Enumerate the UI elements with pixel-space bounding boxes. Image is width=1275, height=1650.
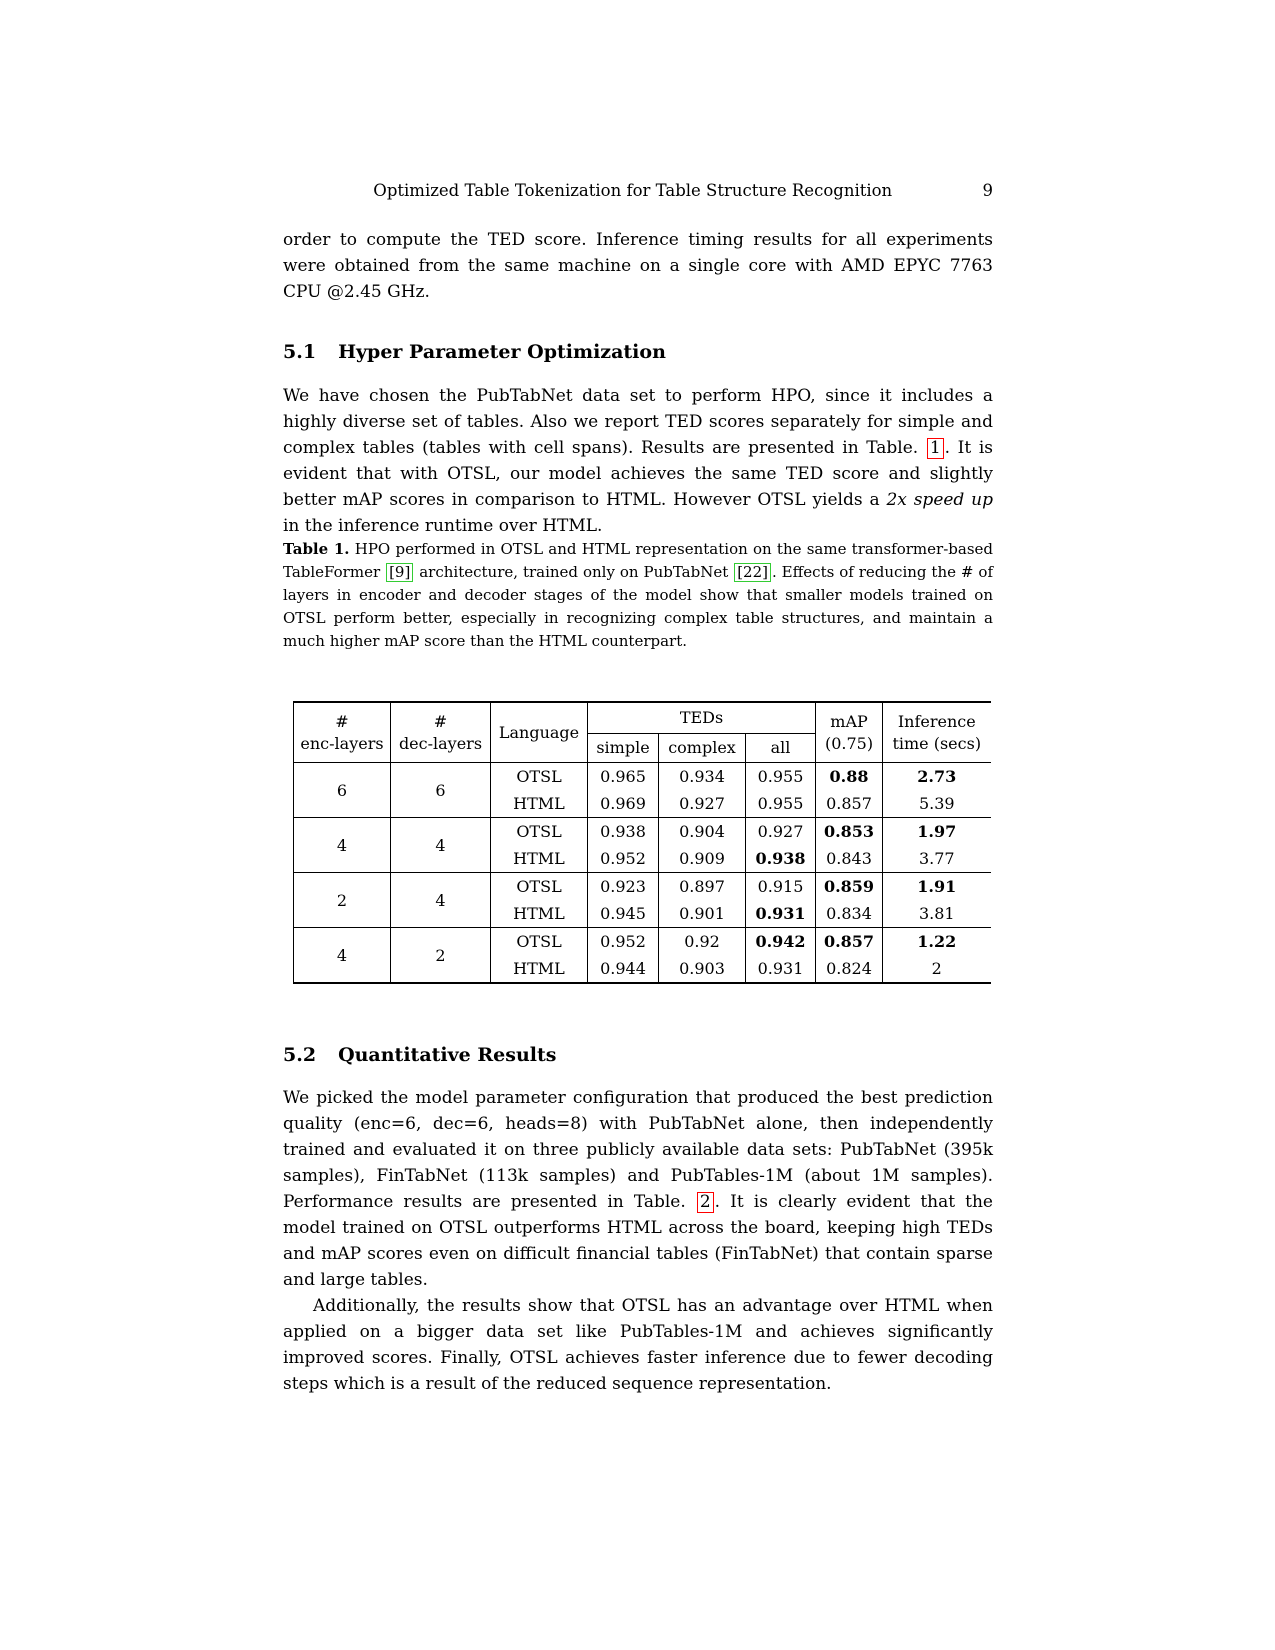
paragraph-intro [283, 227, 993, 305]
text-run: architecture, trained only on PubTabNet [414, 563, 734, 581]
cell-language: OTSL [491, 873, 588, 901]
table-ref-link[interactable]: 1 [927, 438, 944, 459]
cell-language: HTML [491, 790, 588, 818]
cell-value: 0.92 [659, 928, 746, 956]
col-header-map: mAP (0.75) [816, 702, 883, 763]
citation-link[interactable]: [22] [734, 563, 771, 582]
cell-value: 0.853 [816, 818, 883, 846]
cell-language: OTSL [491, 763, 588, 791]
section-heading-5-2 [283, 1044, 993, 1066]
page-number: 9 [982, 181, 993, 200]
text-run: order to compute the TED score. Inference timing results for all experiments were obtained from the same machine on a single core with AMD EPYC 7763 CPU @2.45 GHz. [283, 230, 993, 302]
text-run: Table 1. [283, 540, 350, 558]
cell-enc-layers: 4 [294, 818, 391, 873]
cell-value: 2 [883, 955, 991, 983]
cell-value: 0.965 [588, 763, 659, 791]
cell-value: 0.897 [659, 873, 746, 901]
cell-value: 0.857 [816, 790, 883, 818]
text-run: in the inference runtime over HTML. [283, 516, 603, 536]
citation-link[interactable]: [9] [386, 563, 413, 582]
cell-value: 2.73 [883, 763, 991, 791]
cell-value: 0.938 [588, 818, 659, 846]
cell-language: OTSL [491, 928, 588, 956]
running-header-title: Optimized Table Tokenization for Table Structure Recognition [373, 181, 893, 200]
cell-value: 0.857 [816, 928, 883, 956]
cell-value: 3.81 [883, 900, 991, 928]
paragraph-quantitative [283, 1085, 993, 1293]
cell-value: 0.931 [746, 900, 816, 928]
cell-value: 0.834 [816, 900, 883, 928]
cell-value: 0.88 [816, 763, 883, 791]
col-subheader-complex: complex [659, 734, 746, 763]
cell-value: 0.955 [746, 790, 816, 818]
section-heading-5-1 [283, 341, 993, 363]
paragraph-text [283, 383, 993, 539]
text-run: Additionally, the results show that OTSL has an advantage over HTML when applied on a bigger data set like PubTables-1M and achieves significantly improved scores. Finally, OTSL achieves faster inference due to fewer decoding steps which is a result of the reduced sequence representation. [283, 1296, 993, 1394]
text-run: We picked the model parameter configuration that produced the best prediction quality (enc=6, dec=6, heads=8) with PubTabNet alone, then independently trained and evaluated it on three publicly available data sets: PubTabNet (395k samples), FinTabNet (113k samples) and PubTables-1M (about 1M samples). Performance results are presented in Table. [283, 1088, 993, 1212]
cell-value: 0.934 [659, 763, 746, 791]
cell-value: 0.942 [746, 928, 816, 956]
text-run: . It is clearly evident that the model trained on OTSL outperforms HTML across the board, keeping high TEDs and mAP scores even on difficult financial tables (FinTabNet) that contain sparse and large tables. [283, 1192, 993, 1290]
cell-value: 1.91 [883, 873, 991, 901]
cell-language: OTSL [491, 818, 588, 846]
cell-dec-layers: 4 [391, 873, 491, 928]
col-header-inference: Inference time (secs) [883, 702, 991, 763]
cell-value: 0.901 [659, 900, 746, 928]
cell-language: HTML [491, 845, 588, 873]
cell-value: 0.945 [588, 900, 659, 928]
cell-value: 0.944 [588, 955, 659, 983]
cell-value: 0.824 [816, 955, 883, 983]
cell-value: 0.915 [746, 873, 816, 901]
cell-enc-layers: 4 [294, 928, 391, 984]
section-title: Hyper Parameter Optimization [338, 341, 666, 363]
table1-container [293, 701, 990, 984]
cell-value: 0.938 [746, 845, 816, 873]
paragraph-text [283, 1293, 993, 1397]
cell-enc-layers: 6 [294, 763, 391, 818]
cell-dec-layers: 4 [391, 818, 491, 873]
running-header [283, 181, 993, 200]
section-number: 5.1 [283, 341, 317, 363]
cell-value: 0.904 [659, 818, 746, 846]
cell-value: 0.903 [659, 955, 746, 983]
results-table [293, 701, 991, 984]
cell-dec-layers: 2 [391, 928, 491, 984]
cell-enc-layers: 2 [294, 873, 391, 928]
cell-value: 0.923 [588, 873, 659, 901]
text-run: We have chosen the PubTabNet data set to perform HPO, since it includes a highly diverse set of tables. Also we report TED scores separately for simple and complex tables (tables with cell spans). Results are presented in Table. [283, 386, 993, 458]
cell-value: 3.77 [883, 845, 991, 873]
cell-value: 0.859 [816, 873, 883, 901]
cell-value: 0.969 [588, 790, 659, 818]
col-header-dec-layers: # dec-layers [391, 702, 491, 763]
cell-value: 0.931 [746, 955, 816, 983]
cell-value: 0.909 [659, 845, 746, 873]
table1-caption [283, 538, 993, 653]
text-run: 2x speed up [886, 490, 994, 510]
col-subheader-simple: simple [588, 734, 659, 763]
cell-language: HTML [491, 900, 588, 928]
col-header-teds: TEDs [588, 702, 816, 734]
text-run: HPO performed in OTSL and HTML representation on the same transformer-based TableFormer [283, 540, 993, 581]
col-header-enc-layers: # enc-layers [294, 702, 391, 763]
text-run: . Effects of reducing the # of layers in encoder and decoder stages of the model show that smaller models trained on OTSL perform better, especially in recognizing complex table structures, and maintain a much higher mAP score than the HTML counterpart. [283, 563, 994, 650]
cell-value: 0.952 [588, 928, 659, 956]
cell-value: 5.39 [883, 790, 991, 818]
cell-value: 1.22 [883, 928, 991, 956]
cell-value: 0.927 [746, 818, 816, 846]
text-run: . It is evident that with OTSL, our model achieves the same TED score and slightly better mAP scores in comparison to HTML. However OTSL yields a [283, 438, 994, 510]
paragraph-text [283, 1085, 993, 1293]
cell-value: 1.97 [883, 818, 991, 846]
paragraph-text [283, 227, 993, 305]
cell-value: 0.843 [816, 845, 883, 873]
paragraph-additionally [283, 1293, 993, 1397]
table-ref-link[interactable]: 2 [697, 1192, 714, 1213]
cell-value: 0.955 [746, 763, 816, 791]
section-title: Quantitative Results [338, 1044, 557, 1066]
col-header-language: Language [491, 702, 588, 763]
cell-value: 0.952 [588, 845, 659, 873]
cell-language: HTML [491, 955, 588, 983]
cell-value: 0.927 [659, 790, 746, 818]
col-subheader-all: all [746, 734, 816, 763]
caption-text [283, 538, 993, 653]
paragraph-hpo [283, 383, 993, 539]
cell-dec-layers: 6 [391, 763, 491, 818]
section-number: 5.2 [283, 1044, 317, 1066]
